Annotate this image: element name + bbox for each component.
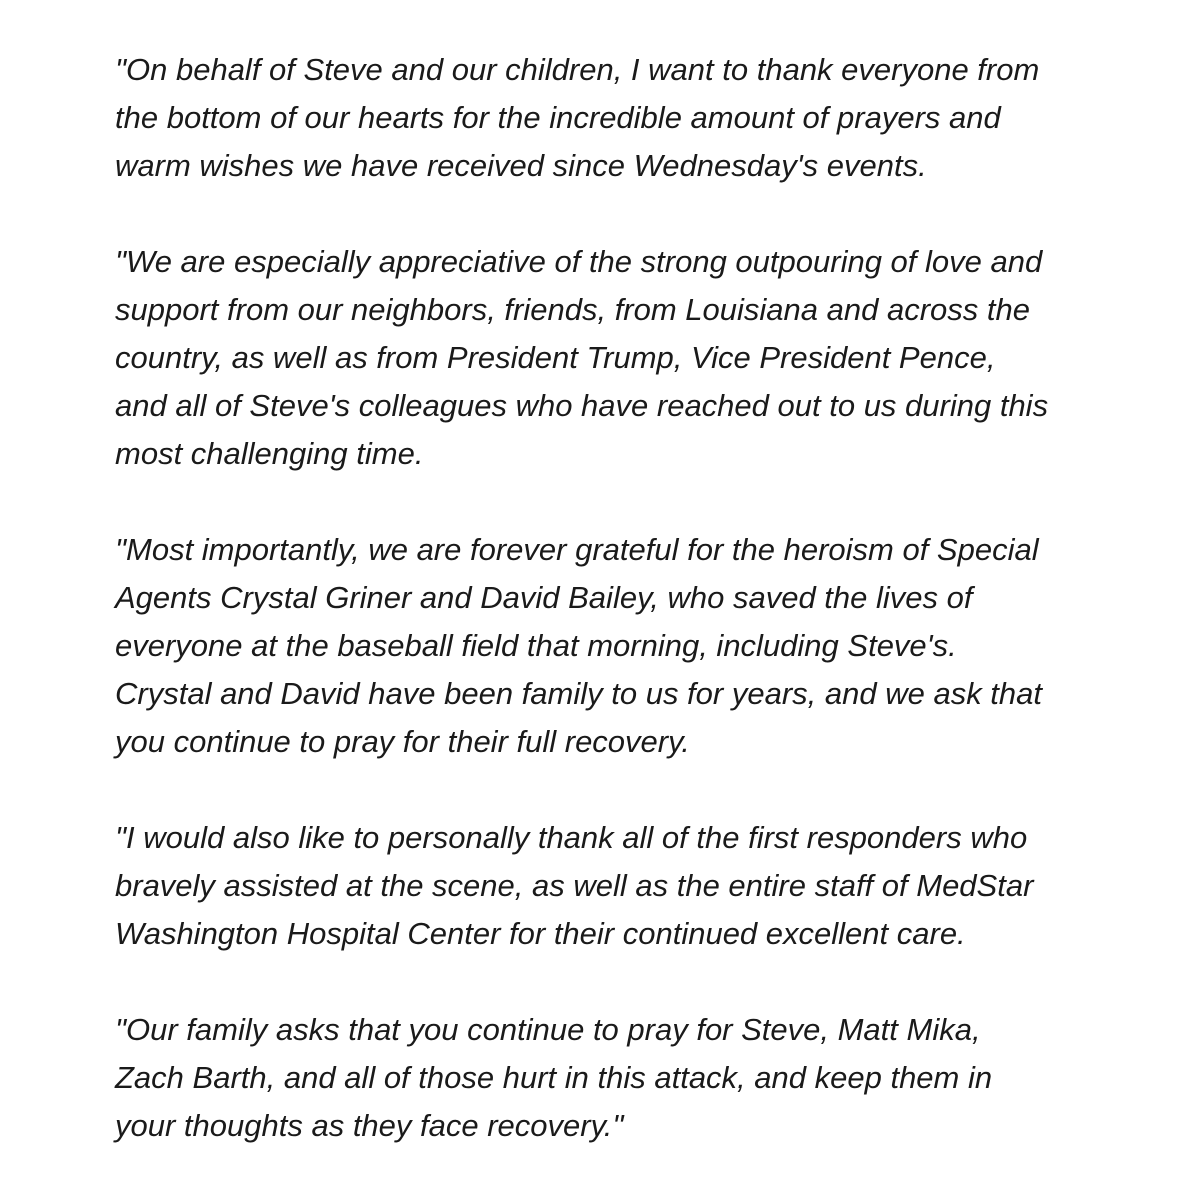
paragraph-line: your thoughts as they face recovery." — [115, 1108, 624, 1143]
paragraph-appreciation — [115, 238, 1115, 478]
paragraph-line: most challenging time. — [115, 436, 424, 471]
paragraph-line: "We are especially appreciative of the strong outpouring of love and — [115, 244, 1043, 279]
paragraph-line: "On behalf of Steve and our children, I want to thank everyone from — [115, 52, 1040, 87]
paragraph-line: support from our neighbors, friends, from Louisiana and across the — [115, 292, 1030, 327]
paragraph-line: the bottom of our hearts for the incredible amount of prayers and — [115, 100, 1001, 135]
statement-document — [115, 46, 1115, 1150]
paragraph-line: Agents Crystal Griner and David Bailey, who saved the lives of — [115, 580, 973, 615]
paragraph-first-responders — [115, 814, 1115, 958]
paragraph-line: Zach Barth, and all of those hurt in this attack, and keep them in — [115, 1060, 993, 1095]
paragraph-line: "I would also like to personally thank all of the first responders who — [115, 820, 1028, 855]
paragraph-thanks — [115, 46, 1115, 190]
paragraph-heroism — [115, 526, 1115, 766]
paragraph-line: Crystal and David have been family to us for years, and we ask that — [115, 676, 1043, 711]
paragraph-prayers — [115, 1006, 1115, 1150]
paragraph-line: "Most importantly, we are forever grateful for the heroism of Special — [115, 532, 1039, 567]
paragraph-line: everyone at the baseball field that morning, including Steve's. — [115, 628, 957, 663]
paragraph-line: bravely assisted at the scene, as well as the entire staff of MedStar — [115, 868, 1034, 903]
paragraph-line: and all of Steve's colleagues who have reached out to us during this — [115, 388, 1049, 423]
paragraph-line: you continue to pray for their full recovery. — [115, 724, 690, 759]
paragraph-line: "Our family asks that you continue to pray for Steve, Matt Mika, — [115, 1012, 981, 1047]
paragraph-line: country, as well as from President Trump, Vice President Pence, — [115, 340, 996, 375]
paragraph-line: Washington Hospital Center for their continued excellent care. — [115, 916, 966, 951]
paragraph-line: warm wishes we have received since Wednesday's events. — [115, 148, 927, 183]
